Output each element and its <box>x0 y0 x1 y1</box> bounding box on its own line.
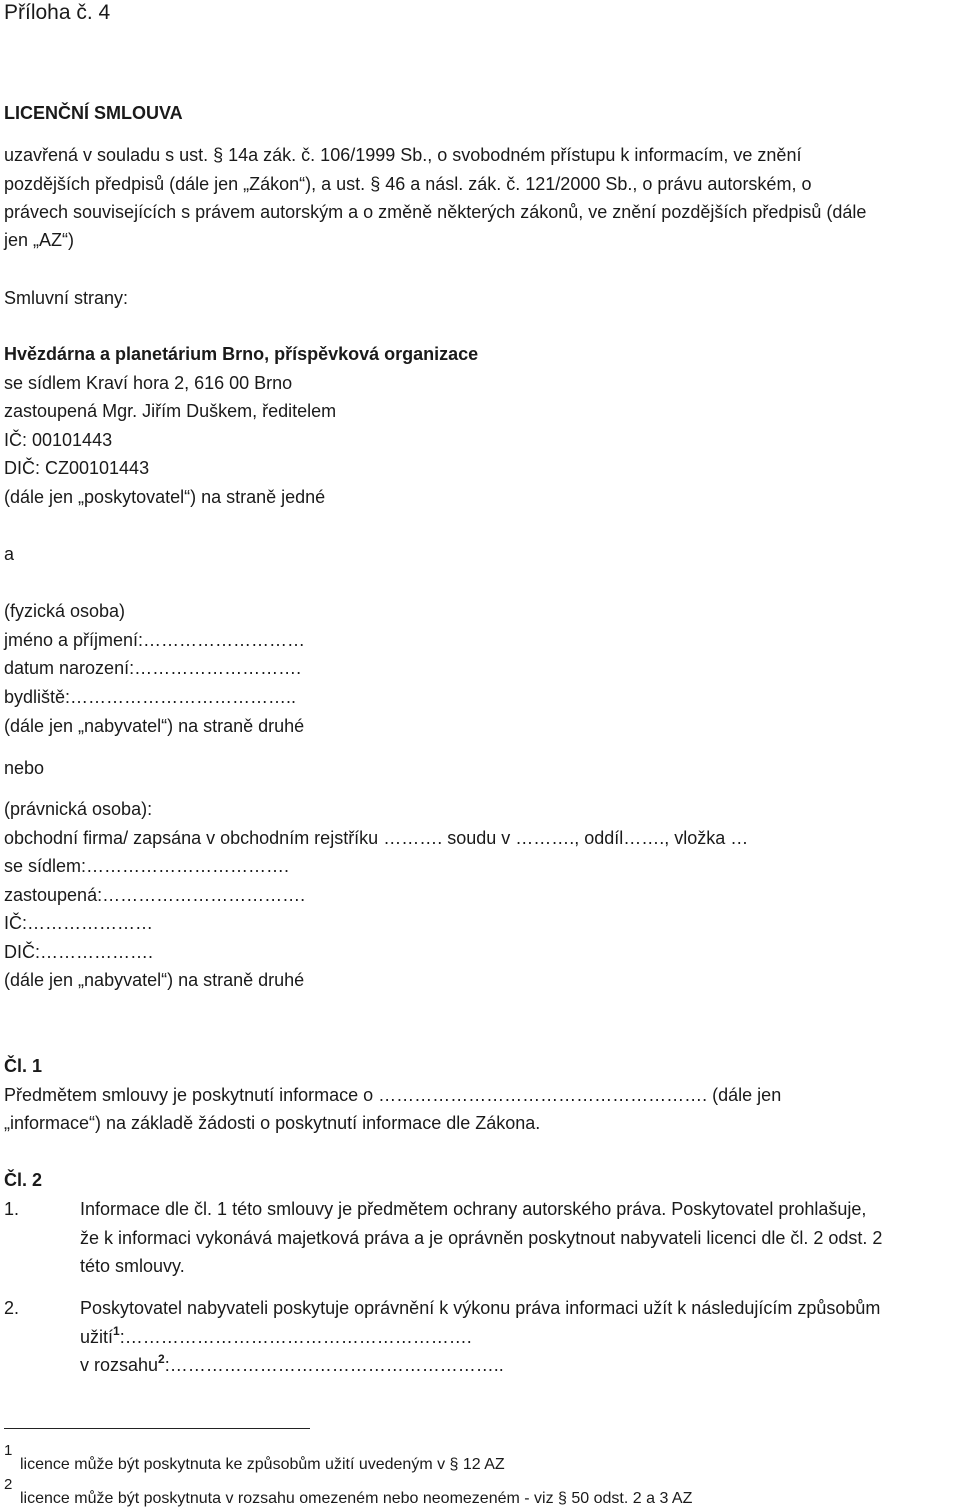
document-title: LICENČNÍ SMLOUVA <box>4 103 183 123</box>
paragraph-line: této smlouvy. <box>80 1256 185 1276</box>
legal-person-ico-field: IČ:………………… <box>4 913 154 933</box>
footnote-1-text: licence může být poskytnuta ke způsobům užití uvedeným v § 12 AZ <box>20 1456 505 1473</box>
provider-representative: zastoupená Mgr. Jiřím Duškem, ředitelem <box>4 401 337 421</box>
legal-person-dic-field: DIČ:………………. <box>4 942 154 962</box>
scope-label: v rozsahu <box>80 1355 159 1375</box>
natural-person-name-field: jméno a příjmení:……………………… <box>4 630 306 650</box>
legal-person-seat-field: se sídlem:……………………………. <box>4 856 290 876</box>
article-2-heading: Čl. 2 <box>4 1170 43 1190</box>
or-connector: nebo <box>4 758 45 778</box>
footnote-2-mark: 2 <box>4 1476 13 1493</box>
scope-blank: :……………………………………………….. <box>164 1355 504 1375</box>
provider-ico: IČ: 00101443 <box>4 430 113 450</box>
intro-line: jen „AZ“) <box>4 230 75 250</box>
provider-seat: se sídlem Kraví hora 2, 616 00 Brno <box>4 373 293 393</box>
intro-line: pozdějších předpisů (dále jen „Zákon“), a ust. § 46 a násl. zák. č. 121/2000 Sb., o právu autorském, o <box>4 174 812 194</box>
article-1-text: „informace“) na základě žádosti o poskytnutí informace dle Zákona. <box>4 1113 541 1133</box>
provider-name: Hvězdárna a planetárium Brno, příspěvková organizace <box>4 344 479 364</box>
natural-person-birth-field: datum narození:………………………. <box>4 658 302 678</box>
footnote-ref-2: 2 <box>158 1352 165 1366</box>
use-line <box>80 1326 472 1348</box>
legal-person-representative-field: zastoupená:……………………………. <box>4 885 306 905</box>
footnote-2-text: licence může být poskytnuta v rozsahu omezeném nebo neomezeném - viz § 50 odst. 2 a 3 AZ <box>20 1490 693 1507</box>
paragraph-line: Informace dle čl. 1 této smlouvy je předmětem ochrany autorského práva. Poskytovatel prohlašuje, <box>80 1199 867 1219</box>
and-connector: a <box>4 544 15 564</box>
footnote-divider <box>4 1428 310 1429</box>
paragraph-number: 2. <box>4 1298 20 1318</box>
attachment-label: Příloha č. 4 <box>4 1 111 24</box>
provider-role: (dále jen „poskytovatel“) na straně jedné <box>4 487 326 507</box>
parties-label: Smluvní strany: <box>4 288 129 308</box>
paragraph-line: Poskytovatel nabyvateli poskytuje oprávnění k výkonu práva informaci užít k následujícím způsobům <box>80 1298 881 1318</box>
use-label: užití <box>80 1327 114 1347</box>
intro-line: právech souvisejících s právem autorským a o změně některých zákonů, ve znění pozdějších předpisů (dále <box>4 202 867 222</box>
paragraph-line: že k informaci vykonává majetková práva a je oprávněn poskytnout nabyvateli licenci dle čl. 2 odst. 2 <box>80 1228 883 1248</box>
scope-line <box>80 1354 504 1376</box>
natural-person-role: (dále jen „nabyvatel“) na straně druhé <box>4 716 305 736</box>
article-1-heading: Čl. 1 <box>4 1056 43 1076</box>
footnote-ref-1: 1 <box>113 1324 120 1338</box>
use-blank: :…………………………………………………. <box>119 1327 472 1347</box>
legal-person-heading: (právnická osoba): <box>4 799 153 819</box>
natural-person-heading: (fyzická osoba) <box>4 601 126 621</box>
provider-dic: DIČ: CZ00101443 <box>4 458 150 478</box>
natural-person-residence-field: bydliště:……………………………….. <box>4 687 297 707</box>
legal-person-firm-field: obchodní firma/ zapsána v obchodním rejstříku ………. soudu v ………., oddíl……., vložka … <box>4 828 749 848</box>
footnote-1-mark: 1 <box>4 1442 13 1459</box>
paragraph-number: 1. <box>4 1199 20 1219</box>
intro-line: uzavřená v souladu s ust. § 14a zák. č. 106/1999 Sb., o svobodném přístupu k informacím, ve znění <box>4 145 802 165</box>
legal-person-role: (dále jen „nabyvatel“) na straně druhé <box>4 970 305 990</box>
article-1-text: Předmětem smlouvy je poskytnutí informace o ………………………………………………. (dále jen <box>4 1085 782 1105</box>
